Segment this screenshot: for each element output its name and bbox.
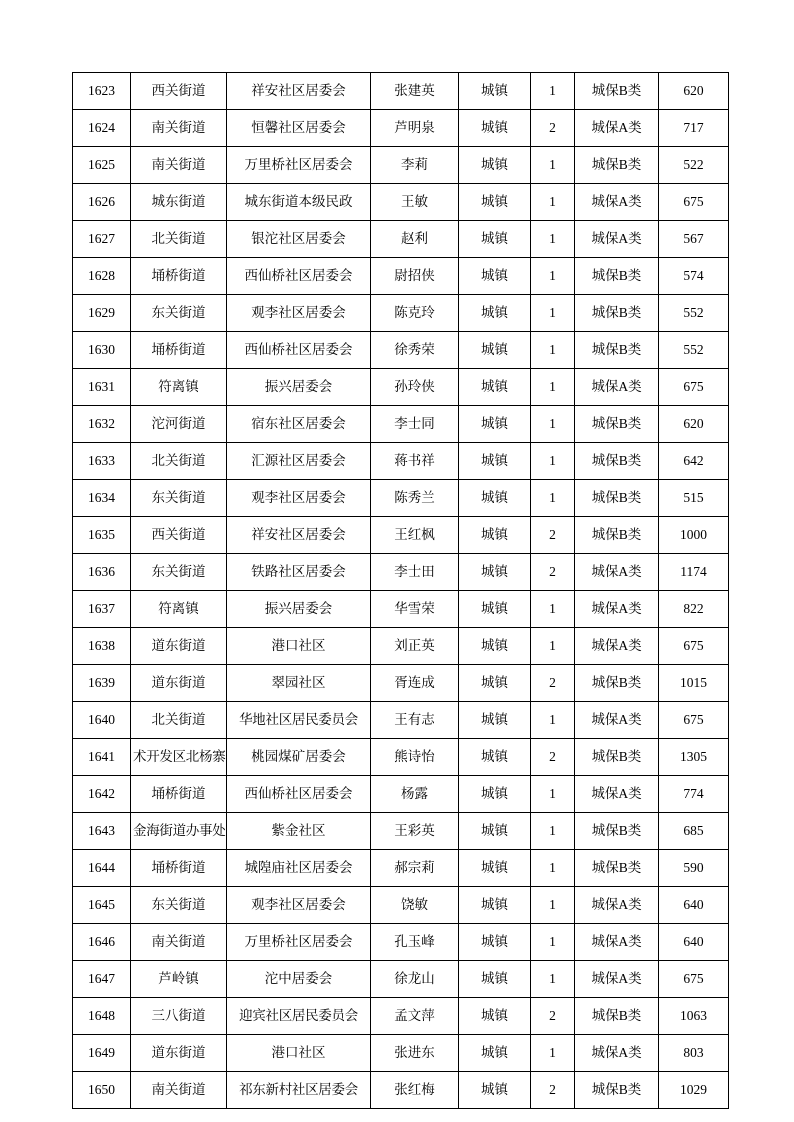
cell-amount: 620 <box>659 73 729 110</box>
cell-amount: 642 <box>659 443 729 480</box>
cell-category: 城保A类 <box>575 591 659 628</box>
table-row <box>73 665 729 702</box>
cell-street: 符离镇 <box>131 591 227 628</box>
cell-count: 2 <box>531 554 575 591</box>
cell-type: 城镇 <box>459 517 531 554</box>
cell-count: 1 <box>531 961 575 998</box>
cell-index: 1631 <box>73 369 131 406</box>
cell-community: 西仙桥社区居委会 <box>227 258 371 295</box>
cell-community: 西仙桥社区居委会 <box>227 332 371 369</box>
cell-name: 李士田 <box>371 554 459 591</box>
cell-index: 1650 <box>73 1072 131 1109</box>
cell-type: 城镇 <box>459 147 531 184</box>
cell-type: 城镇 <box>459 998 531 1035</box>
cell-type: 城镇 <box>459 221 531 258</box>
cell-amount: 522 <box>659 147 729 184</box>
cell-count: 2 <box>531 665 575 702</box>
cell-community: 观李社区居委会 <box>227 480 371 517</box>
cell-community: 华地社区居民委员会 <box>227 702 371 739</box>
cell-amount: 1063 <box>659 998 729 1035</box>
cell-index: 1638 <box>73 628 131 665</box>
cell-street: 符离镇 <box>131 369 227 406</box>
cell-amount: 590 <box>659 850 729 887</box>
cell-type: 城镇 <box>459 406 531 443</box>
table-row <box>73 776 729 813</box>
cell-name: 徐龙山 <box>371 961 459 998</box>
cell-type: 城镇 <box>459 628 531 665</box>
cell-community: 沱中居委会 <box>227 961 371 998</box>
table-row <box>73 295 729 332</box>
cell-community: 祁东新村社区居委会 <box>227 1072 371 1109</box>
cell-type: 城镇 <box>459 110 531 147</box>
cell-type: 城镇 <box>459 443 531 480</box>
cell-category: 城保B类 <box>575 406 659 443</box>
cell-count: 1 <box>531 591 575 628</box>
table-row <box>73 221 729 258</box>
cell-count: 1 <box>531 776 575 813</box>
cell-index: 1632 <box>73 406 131 443</box>
cell-type: 城镇 <box>459 924 531 961</box>
cell-community: 紫金社区 <box>227 813 371 850</box>
cell-amount: 552 <box>659 332 729 369</box>
cell-category: 城保A类 <box>575 776 659 813</box>
cell-count: 1 <box>531 628 575 665</box>
cell-category: 城保A类 <box>575 961 659 998</box>
cell-street: 东关街道 <box>131 554 227 591</box>
cell-street: 东关街道 <box>131 887 227 924</box>
cell-index: 1626 <box>73 184 131 221</box>
table-row <box>73 147 729 184</box>
cell-count: 1 <box>531 332 575 369</box>
cell-community: 万里桥社区居委会 <box>227 147 371 184</box>
cell-count: 1 <box>531 369 575 406</box>
cell-index: 1642 <box>73 776 131 813</box>
cell-amount: 1015 <box>659 665 729 702</box>
cell-type: 城镇 <box>459 739 531 776</box>
cell-count: 1 <box>531 258 575 295</box>
cell-index: 1623 <box>73 73 131 110</box>
cell-street: 道东街道 <box>131 665 227 702</box>
cell-street: 三八街道 <box>131 998 227 1035</box>
cell-street: 道东街道 <box>131 1035 227 1072</box>
cell-community: 铁路社区居委会 <box>227 554 371 591</box>
cell-street: 城东街道 <box>131 184 227 221</box>
cell-category: 城保B类 <box>575 295 659 332</box>
cell-type: 城镇 <box>459 1072 531 1109</box>
cell-category: 城保B类 <box>575 850 659 887</box>
cell-category: 城保B类 <box>575 998 659 1035</box>
cell-category: 城保B类 <box>575 332 659 369</box>
cell-name: 李士同 <box>371 406 459 443</box>
cell-community: 恒馨社区居委会 <box>227 110 371 147</box>
cell-index: 1627 <box>73 221 131 258</box>
cell-name: 华雪荣 <box>371 591 459 628</box>
cell-community: 汇源社区居委会 <box>227 443 371 480</box>
cell-street: 术开发区北杨寨 <box>131 739 227 776</box>
cell-category: 城保B类 <box>575 147 659 184</box>
cell-community: 万里桥社区居委会 <box>227 924 371 961</box>
table-row <box>73 1035 729 1072</box>
cell-type: 城镇 <box>459 554 531 591</box>
cell-category: 城保B类 <box>575 665 659 702</box>
cell-index: 1629 <box>73 295 131 332</box>
cell-type: 城镇 <box>459 702 531 739</box>
cell-category: 城保A类 <box>575 1035 659 1072</box>
cell-street: 北关街道 <box>131 702 227 739</box>
cell-street: 南关街道 <box>131 147 227 184</box>
cell-category: 城保A类 <box>575 221 659 258</box>
cell-street: 北关街道 <box>131 443 227 480</box>
cell-count: 1 <box>531 147 575 184</box>
cell-community: 观李社区居委会 <box>227 295 371 332</box>
cell-count: 1 <box>531 1035 575 1072</box>
cell-type: 城镇 <box>459 850 531 887</box>
cell-name: 徐秀荣 <box>371 332 459 369</box>
cell-name: 张红梅 <box>371 1072 459 1109</box>
cell-street: 东关街道 <box>131 295 227 332</box>
table-row <box>73 332 729 369</box>
cell-count: 1 <box>531 887 575 924</box>
table-row <box>73 1072 729 1109</box>
cell-community: 观李社区居委会 <box>227 887 371 924</box>
table-row <box>73 739 729 776</box>
cell-type: 城镇 <box>459 961 531 998</box>
cell-street: 埇桥街道 <box>131 332 227 369</box>
cell-index: 1649 <box>73 1035 131 1072</box>
cell-amount: 803 <box>659 1035 729 1072</box>
cell-community: 翠园社区 <box>227 665 371 702</box>
cell-community: 桃园煤矿居委会 <box>227 739 371 776</box>
cell-name: 王红枫 <box>371 517 459 554</box>
cell-name: 饶敏 <box>371 887 459 924</box>
cell-count: 1 <box>531 184 575 221</box>
table-row <box>73 961 729 998</box>
cell-index: 1643 <box>73 813 131 850</box>
cell-index: 1637 <box>73 591 131 628</box>
cell-community: 祥安社区居委会 <box>227 73 371 110</box>
table-row <box>73 887 729 924</box>
cell-index: 1641 <box>73 739 131 776</box>
cell-community: 振兴居委会 <box>227 369 371 406</box>
cell-amount: 675 <box>659 628 729 665</box>
cell-count: 1 <box>531 443 575 480</box>
cell-index: 1633 <box>73 443 131 480</box>
cell-name: 孙玲侠 <box>371 369 459 406</box>
cell-community: 迎宾社区居民委员会 <box>227 998 371 1035</box>
cell-street: 西关街道 <box>131 517 227 554</box>
table-row <box>73 554 729 591</box>
cell-count: 1 <box>531 813 575 850</box>
cell-category: 城保B类 <box>575 517 659 554</box>
cell-name: 李莉 <box>371 147 459 184</box>
cell-amount: 822 <box>659 591 729 628</box>
cell-type: 城镇 <box>459 1035 531 1072</box>
cell-community: 西仙桥社区居委会 <box>227 776 371 813</box>
cell-amount: 675 <box>659 369 729 406</box>
cell-index: 1647 <box>73 961 131 998</box>
cell-name: 王有志 <box>371 702 459 739</box>
cell-index: 1644 <box>73 850 131 887</box>
cell-amount: 515 <box>659 480 729 517</box>
cell-category: 城保A类 <box>575 369 659 406</box>
cell-type: 城镇 <box>459 184 531 221</box>
cell-street: 东关街道 <box>131 480 227 517</box>
table-row <box>73 184 729 221</box>
cell-index: 1636 <box>73 554 131 591</box>
cell-name: 芦明泉 <box>371 110 459 147</box>
cell-category: 城保A类 <box>575 110 659 147</box>
cell-category: 城保A类 <box>575 554 659 591</box>
cell-count: 1 <box>531 73 575 110</box>
cell-amount: 1174 <box>659 554 729 591</box>
cell-category: 城保B类 <box>575 813 659 850</box>
cell-count: 1 <box>531 406 575 443</box>
cell-name: 刘正英 <box>371 628 459 665</box>
cell-street: 埇桥街道 <box>131 850 227 887</box>
cell-amount: 675 <box>659 184 729 221</box>
cell-type: 城镇 <box>459 258 531 295</box>
cell-category: 城保B类 <box>575 258 659 295</box>
cell-count: 2 <box>531 739 575 776</box>
table-row <box>73 702 729 739</box>
cell-community: 宿东社区居委会 <box>227 406 371 443</box>
cell-type: 城镇 <box>459 73 531 110</box>
cell-name: 陈秀兰 <box>371 480 459 517</box>
cell-amount: 1305 <box>659 739 729 776</box>
cell-street: 道东街道 <box>131 628 227 665</box>
cell-index: 1630 <box>73 332 131 369</box>
cell-index: 1646 <box>73 924 131 961</box>
cell-name: 杨露 <box>371 776 459 813</box>
cell-category: 城保B类 <box>575 1072 659 1109</box>
cell-amount: 685 <box>659 813 729 850</box>
cell-community: 祥安社区居委会 <box>227 517 371 554</box>
cell-count: 2 <box>531 517 575 554</box>
cell-street: 沱河街道 <box>131 406 227 443</box>
cell-street: 金海街道办事处 <box>131 813 227 850</box>
table-row <box>73 369 729 406</box>
cell-community: 港口社区 <box>227 628 371 665</box>
table-row <box>73 813 729 850</box>
table-row <box>73 480 729 517</box>
cell-name: 孟文萍 <box>371 998 459 1035</box>
cell-type: 城镇 <box>459 480 531 517</box>
cell-count: 1 <box>531 924 575 961</box>
cell-community: 振兴居委会 <box>227 591 371 628</box>
cell-community: 城隍庙社区居委会 <box>227 850 371 887</box>
cell-amount: 640 <box>659 887 729 924</box>
cell-category: 城保A类 <box>575 184 659 221</box>
cell-type: 城镇 <box>459 295 531 332</box>
table-row <box>73 591 729 628</box>
cell-type: 城镇 <box>459 887 531 924</box>
cell-count: 1 <box>531 480 575 517</box>
cell-amount: 552 <box>659 295 729 332</box>
cell-street: 北关街道 <box>131 221 227 258</box>
cell-type: 城镇 <box>459 591 531 628</box>
cell-index: 1645 <box>73 887 131 924</box>
cell-name: 张建英 <box>371 73 459 110</box>
table-row <box>73 850 729 887</box>
cell-type: 城镇 <box>459 332 531 369</box>
cell-name: 蒋书祥 <box>371 443 459 480</box>
cell-category: 城保A类 <box>575 628 659 665</box>
cell-count: 1 <box>531 295 575 332</box>
cell-count: 2 <box>531 998 575 1035</box>
cell-amount: 675 <box>659 961 729 998</box>
cell-category: 城保B类 <box>575 73 659 110</box>
cell-street: 南关街道 <box>131 110 227 147</box>
cell-type: 城镇 <box>459 369 531 406</box>
cell-category: 城保B类 <box>575 443 659 480</box>
cell-name: 胥连成 <box>371 665 459 702</box>
cell-index: 1635 <box>73 517 131 554</box>
cell-category: 城保A类 <box>575 924 659 961</box>
cell-name: 熊诗怡 <box>371 739 459 776</box>
table-row <box>73 628 729 665</box>
cell-name: 王彩英 <box>371 813 459 850</box>
cell-street: 埇桥街道 <box>131 776 227 813</box>
cell-index: 1640 <box>73 702 131 739</box>
cell-index: 1634 <box>73 480 131 517</box>
cell-community: 港口社区 <box>227 1035 371 1072</box>
cell-amount: 675 <box>659 702 729 739</box>
subsidy-records-table <box>72 72 729 1109</box>
cell-street: 南关街道 <box>131 924 227 961</box>
cell-category: 城保A类 <box>575 702 659 739</box>
cell-index: 1639 <box>73 665 131 702</box>
cell-index: 1648 <box>73 998 131 1035</box>
table-row <box>73 443 729 480</box>
cell-community: 银沱社区居委会 <box>227 221 371 258</box>
cell-community: 城东街道本级民政 <box>227 184 371 221</box>
cell-count: 1 <box>531 850 575 887</box>
cell-amount: 774 <box>659 776 729 813</box>
table-row <box>73 406 729 443</box>
cell-amount: 1000 <box>659 517 729 554</box>
cell-type: 城镇 <box>459 665 531 702</box>
cell-type: 城镇 <box>459 813 531 850</box>
cell-count: 1 <box>531 221 575 258</box>
cell-street: 南关街道 <box>131 1072 227 1109</box>
cell-amount: 1029 <box>659 1072 729 1109</box>
cell-name: 陈克玲 <box>371 295 459 332</box>
table-row <box>73 998 729 1035</box>
table-row <box>73 110 729 147</box>
cell-name: 尉招侠 <box>371 258 459 295</box>
cell-amount: 717 <box>659 110 729 147</box>
cell-amount: 567 <box>659 221 729 258</box>
cell-amount: 620 <box>659 406 729 443</box>
cell-name: 张进东 <box>371 1035 459 1072</box>
cell-street: 埇桥街道 <box>131 258 227 295</box>
cell-street: 西关街道 <box>131 73 227 110</box>
table-body <box>73 73 729 1109</box>
cell-index: 1628 <box>73 258 131 295</box>
cell-category: 城保B类 <box>575 480 659 517</box>
cell-count: 1 <box>531 702 575 739</box>
cell-name: 孔玉峰 <box>371 924 459 961</box>
table-row <box>73 924 729 961</box>
cell-count: 2 <box>531 110 575 147</box>
cell-index: 1625 <box>73 147 131 184</box>
table-row <box>73 258 729 295</box>
cell-street: 芦岭镇 <box>131 961 227 998</box>
cell-count: 2 <box>531 1072 575 1109</box>
cell-category: 城保A类 <box>575 887 659 924</box>
cell-index: 1624 <box>73 110 131 147</box>
cell-name: 赵利 <box>371 221 459 258</box>
cell-type: 城镇 <box>459 776 531 813</box>
table-row <box>73 73 729 110</box>
cell-category: 城保B类 <box>575 739 659 776</box>
cell-name: 王敏 <box>371 184 459 221</box>
cell-amount: 640 <box>659 924 729 961</box>
cell-amount: 574 <box>659 258 729 295</box>
table-row <box>73 517 729 554</box>
cell-name: 郝宗莉 <box>371 850 459 887</box>
